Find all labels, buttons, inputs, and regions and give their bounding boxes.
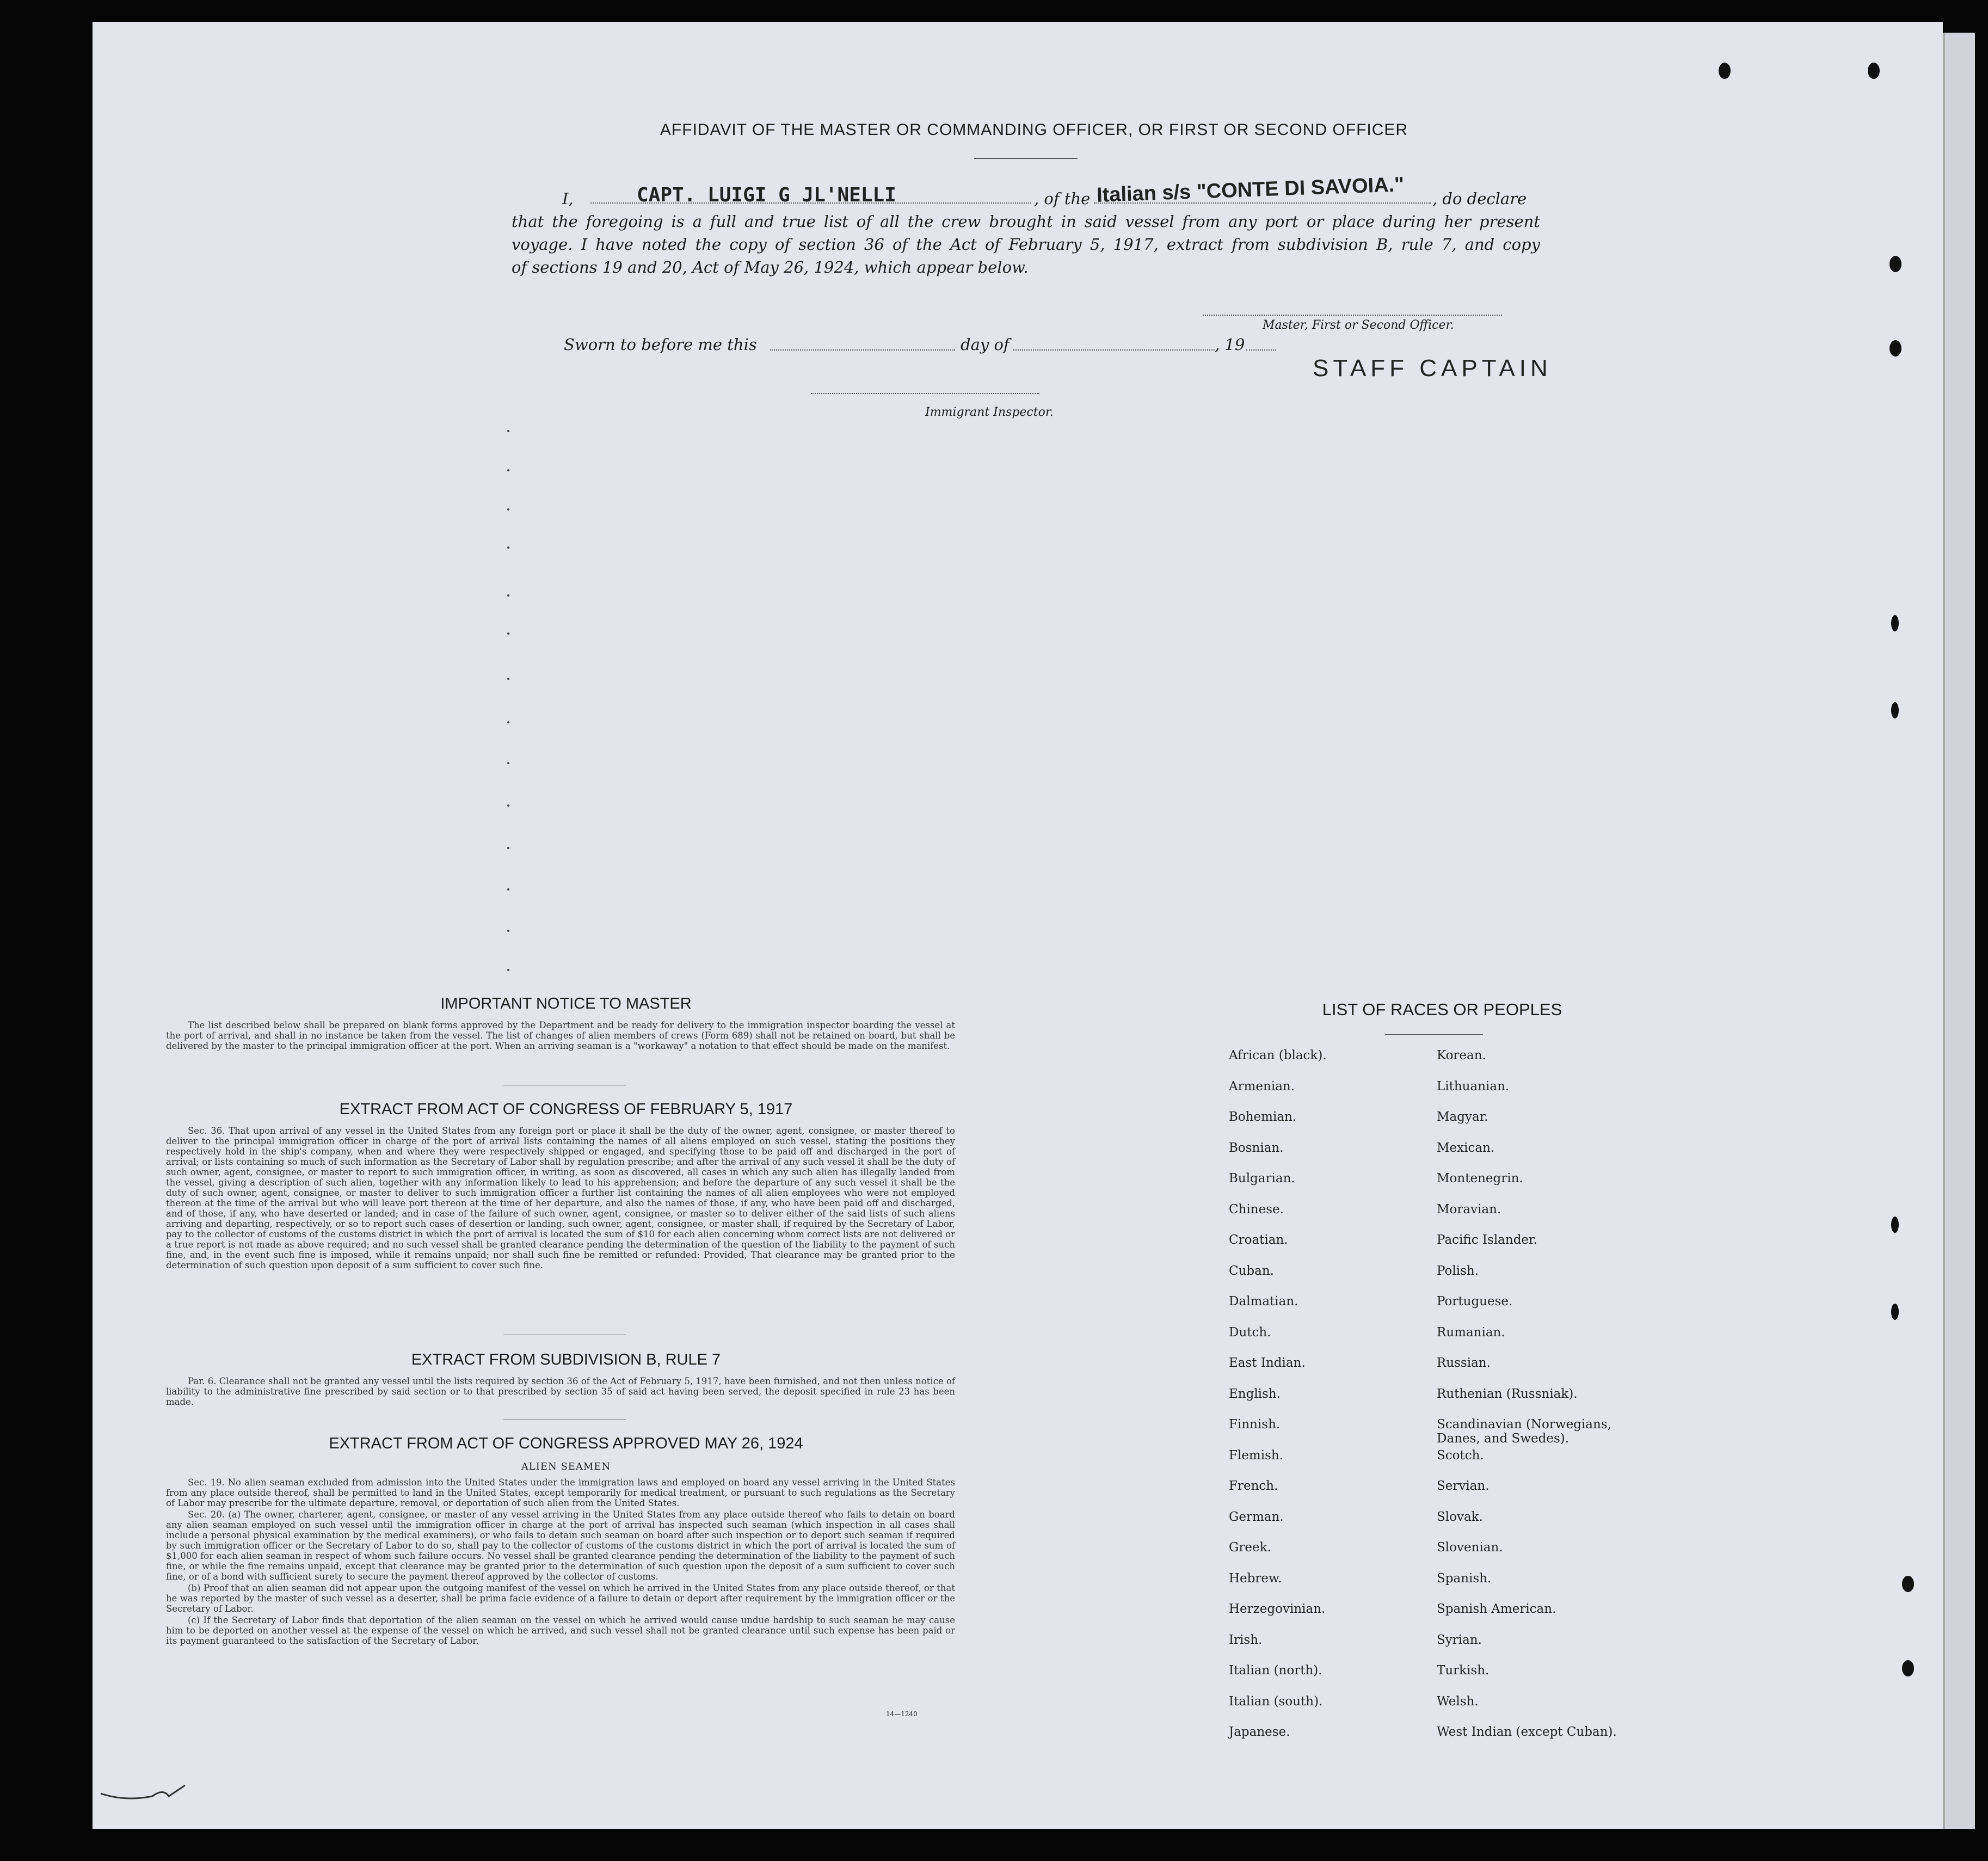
- sworn-day-line: [770, 349, 955, 351]
- race-item: Cuban.: [1229, 1263, 1274, 1278]
- race-item: African (black).: [1229, 1048, 1327, 1062]
- race-item: Dalmatian.: [1229, 1294, 1298, 1309]
- race-item: Dutch.: [1229, 1325, 1271, 1340]
- race-item: English.: [1229, 1386, 1281, 1401]
- race-item: Armenian.: [1229, 1079, 1295, 1094]
- bleed-dot: [507, 762, 509, 764]
- race-item: East Indian.: [1229, 1356, 1306, 1370]
- race-item: Rumanian.: [1437, 1325, 1505, 1340]
- paragraph-6-text: Par. 6. Clearance shall not be granted any vessel until the lists required by section 36 of the Act of February 5, 1917, have been furnished, and not then unless notice of liability to the administrative fine prescribed by said section or to that prescribed by section 35 of said act having been served, the deposit specified in rule 23 has been made.: [166, 1376, 955, 1407]
- race-item: Ruthenian (Russniak).: [1437, 1386, 1578, 1401]
- binder-hole: [1889, 340, 1901, 357]
- bleed-dot: [507, 930, 509, 932]
- binder-hole: [1889, 256, 1901, 272]
- binder-hole: [1902, 1576, 1914, 1592]
- alien-seamen-subheading: ALIEN SEAMEN: [521, 1461, 611, 1472]
- of-the-label: , of the: [1034, 189, 1091, 208]
- section-19-text: Sec. 19. No alien seaman excluded from admission into the United States under the immigration laws and employed on board any vessel arriving in the United States from any place outside thereof, shall be permitted to land in the United States, except temporarily for medical treatment, or pursuant to such regulations as the Secretary of Labor may prescribe for the ultimate departure, removal, or deportation of such alien from the United States.: [166, 1477, 955, 1508]
- extract-1924-heading: EXTRACT FROM ACT OF CONGRESS APPROVED MAY 26, 1924: [329, 1435, 803, 1452]
- binder-hole: [1891, 702, 1899, 718]
- bleed-dot: [507, 469, 509, 471]
- bleed-dot: [507, 804, 509, 807]
- notice-text: The list described below shall be prepared on blank forms approved by the Department and be ready for delivery to the immigration inspector boarding the vessel at the port of arrival, and shall in no instance be taken from the vessel. The list of changes of alien members of crews (Form 689) shall not be retained on board, but shall be delivered by the master to the principal immigration officer at the port. When an arriving seaman is a "workaway" a notation to that effect should be made on the manifest.: [166, 1020, 955, 1051]
- divider: [1385, 1034, 1483, 1035]
- extract-1924-body: [166, 1477, 955, 1647]
- bleed-dot: [507, 632, 509, 635]
- race-item: Greek.: [1229, 1540, 1271, 1555]
- divider: [974, 158, 1078, 159]
- race-item: Chinese.: [1229, 1202, 1284, 1217]
- sworn-month-line: [1013, 349, 1215, 351]
- bleed-dot: [507, 678, 509, 680]
- race-item: Montenegrin.: [1437, 1171, 1523, 1186]
- do-declare-label: , do declare: [1432, 189, 1527, 208]
- staff-captain-stamp: STAFF CAPTAIN: [1313, 355, 1552, 382]
- race-item: Magyar.: [1437, 1110, 1488, 1124]
- race-item: Scandinavian (Norwegians, Danes, and Swedes).: [1437, 1417, 1611, 1446]
- race-item: Hebrew.: [1229, 1571, 1282, 1586]
- section-36-text: Sec. 36. That upon arrival of any vessel in the United States from any foreign port or place it shall be the duty of the owner, agent, consignee, or master thereof to deliver to the principal immigration officer in charge of the port of arrival lists containing the names of all aliens employed on such vessel, stating the positions they respectively hold in the ship's company, when and where they were respectively shipped or engaged, and specifying those to be paid off and discharged in the port of arrival; or lists containing so much of such information as the Secretary of Labor shall by regulation prescribe; and after the arrival of any such vessel it shall be the duty of such owner, agent, consignee, or master to report to such immigration officer, in writing, as soon as discovered, all cases in which any such alien has illegally landed from the vessel, giving a description of such alien, together with any information likely to lead to his apprehension; and before the departure of any such vessel it shall be the duty of such owner, agent, consignee, or master to deliver to such immigration officer a further list containing the names of all alien employees who were not employed thereon at the time of the arrival but who will leave port thereon at the time of her departure, and also the names of those, if any, who have been paid off and discharged, and of those, if any, who have deserted or landed; and in case of the failure of such owner, agent, consignee, or master so to deliver either of the said lists of such aliens arriving and departing, respectively, or so to report such cases of desertion or landing, such owner, agent, consignee, or master shall, if required by the Secretary of Labor, pay to the collector of customs of the customs district in which the port of arrival is located the sum of $10 for each alien concerning whom correct lists are not delivered or a true report is not made as above required; and no such vessel shall be granted clearance pending the determination of the question of the liability to the payment of such fine, and, in the event such fine is imposed, while it remains unpaid; nor shall such fine be remitted or refunded: Provided, That clearance may be granted prior to the determination of such question upon deposit of a sum sufficient to cover such fine.: [166, 1126, 955, 1270]
- race-item: Scotch.: [1437, 1448, 1484, 1463]
- margin-scribble: [98, 1764, 196, 1807]
- form-number: 14—1240: [886, 1710, 918, 1718]
- race-item: Bohemian.: [1229, 1110, 1297, 1124]
- race-item: Korean.: [1437, 1048, 1486, 1062]
- race-item: Finnish.: [1229, 1417, 1281, 1432]
- affidavit-intro: I,: [562, 189, 574, 208]
- race-item: Irish.: [1229, 1632, 1263, 1647]
- race-item: Mexican.: [1437, 1140, 1495, 1155]
- extract-rule7-body: [166, 1376, 955, 1408]
- race-item: German.: [1229, 1509, 1284, 1524]
- bleed-dot: [507, 888, 509, 890]
- bleed-dot: [507, 546, 509, 549]
- race-item: Italian (north).: [1229, 1663, 1322, 1678]
- bleed-dot: [507, 508, 509, 511]
- race-item: Syrian.: [1437, 1632, 1482, 1647]
- race-item: Slovak.: [1437, 1509, 1483, 1524]
- section-20b-text: (b) Proof that an alien seaman did not appear upon the outgoing manifest of the vessel on which he arrived in the United States from any place outside thereof, or that he was reported by the master of such vessel as a deserter, shall be prima facie evidence of a failure to detain or deport after requirement by the immigration officer or the Secretary of Labor.: [166, 1583, 955, 1614]
- race-item: West Indian (except Cuban).: [1437, 1725, 1617, 1739]
- year-label: , 19: [1215, 335, 1245, 354]
- affidavit-heading: AFFIDAVIT OF THE MASTER OR COMMANDING OFFICER, OR FIRST OR SECOND OFFICER: [660, 121, 1408, 139]
- race-item: Polish.: [1437, 1263, 1479, 1278]
- race-item: Servian.: [1437, 1479, 1490, 1493]
- race-item: Turkish.: [1437, 1663, 1490, 1678]
- day-of-label: day of: [961, 335, 1010, 354]
- race-item: Spanish American.: [1437, 1602, 1556, 1616]
- race-item: Welsh.: [1437, 1694, 1479, 1709]
- race-item: Portuguese.: [1437, 1294, 1513, 1309]
- race-item: Flemish.: [1229, 1448, 1284, 1463]
- binder-hole: [1891, 615, 1899, 631]
- race-item: French.: [1229, 1479, 1278, 1493]
- bleed-dot: [507, 721, 509, 723]
- signature-line: [1203, 315, 1502, 316]
- master-signature-label: Master, First or Second Officer.: [1263, 318, 1454, 332]
- master-name: CAPT. LUIGI G JL'NELLI: [637, 184, 896, 206]
- race-item: Moravian.: [1437, 1202, 1501, 1217]
- race-item: Bosnian.: [1229, 1140, 1284, 1155]
- affidavit-line-2: that the foregoing is a full and true list of all the crew brought in said vessel from any port or place during her present: [512, 212, 1540, 231]
- extract-1917-body: [166, 1126, 955, 1272]
- extract-rule7-heading: EXTRACT FROM SUBDIVISION B, RULE 7: [411, 1351, 721, 1368]
- race-item: Lithuanian.: [1437, 1079, 1510, 1094]
- inspector-line: [811, 393, 1039, 394]
- race-item: Bulgarian.: [1229, 1171, 1295, 1186]
- affidavit-line-3: voyage. I have noted the copy of section 36 of the Act of February 5, 1917, extract from subdivision B, rule 7, and copy: [512, 235, 1540, 254]
- inspector-label: Immigrant Inspector.: [925, 406, 1054, 419]
- binder-hole: [1891, 1217, 1899, 1233]
- race-item: Croatian.: [1229, 1233, 1288, 1247]
- affidavit-line-4: of sections 19 and 20, Act of May 26, 1924, which appear below.: [512, 258, 1029, 277]
- binder-hole: [1868, 63, 1880, 79]
- binder-hole: [1891, 1304, 1899, 1320]
- notice-body: [166, 1020, 955, 1052]
- bleed-dot: [507, 847, 509, 849]
- sworn-year-line: [1246, 349, 1276, 351]
- section-20a-text: Sec. 20. (a) The owner, charterer, agent, consignee, or master of any vessel arriving in the United States from any place outside thereof who fails to detain on board any alien seaman employed on such vessel until the immigration officer in charge at the port of arrival has inspected such seaman (which inspection in all cases shall include a personal physical examination by the medical examiners), or who fails to detain such seaman on board after such inspection or to deport such seaman if required by such immigration officer or the Secretary of Labor to do so, shall pay to the collector of customs of the customs district in which the port of arrival is located the sum of $1,000 for each alien seaman in respect of whom such failure occurs. No vessel shall be granted clearance pending the determination of the liability to the payment of such fine, or while the fine remains unpaid, except that clearance may be granted prior to the determination of such question upon the deposit of a sum sufficient to cover such fine, or of a bond with sufficient surety to secure the payment thereof approved by the collector of customs.: [166, 1509, 955, 1582]
- page-edge: [1943, 33, 1975, 1829]
- race-item: Slovenian.: [1437, 1540, 1503, 1555]
- race-item: Italian (south).: [1229, 1694, 1323, 1709]
- race-item: Russian.: [1437, 1356, 1491, 1370]
- race-item: Spanish.: [1437, 1571, 1492, 1586]
- race-item: Pacific Islander.: [1437, 1233, 1537, 1247]
- section-20c-text: (c) If the Secretary of Labor finds that deportation of the alien seaman on the vessel on which he arrived would cause undue hardship to such seaman he may cause him to be deported on another vessel at the expense of the vessel on which he arrived, and such vessel shall not be granted clearance until such expense has been paid or its payment guaranteed to the satisfaction of the Secretary of Labor.: [166, 1615, 955, 1646]
- bleed-dot: [507, 594, 509, 597]
- sworn-label: Sworn to before me this: [564, 335, 757, 354]
- race-item: Herzegovinian.: [1229, 1602, 1326, 1616]
- vessel-name: Italian s/s "CONTE DI SAVOIA.": [1096, 173, 1405, 207]
- bleed-dot: [507, 969, 509, 971]
- binder-hole: [1719, 63, 1731, 79]
- notice-heading: IMPORTANT NOTICE TO MASTER: [440, 995, 692, 1012]
- bleed-dot: [507, 430, 509, 432]
- extract-1917-heading: EXTRACT FROM ACT OF CONGRESS OF FEBRUARY 5, 1917: [339, 1101, 793, 1118]
- binder-hole: [1902, 1660, 1914, 1676]
- race-item: Japanese.: [1229, 1725, 1290, 1739]
- races-heading: LIST OF RACES OR PEOPLES: [1322, 1000, 1562, 1019]
